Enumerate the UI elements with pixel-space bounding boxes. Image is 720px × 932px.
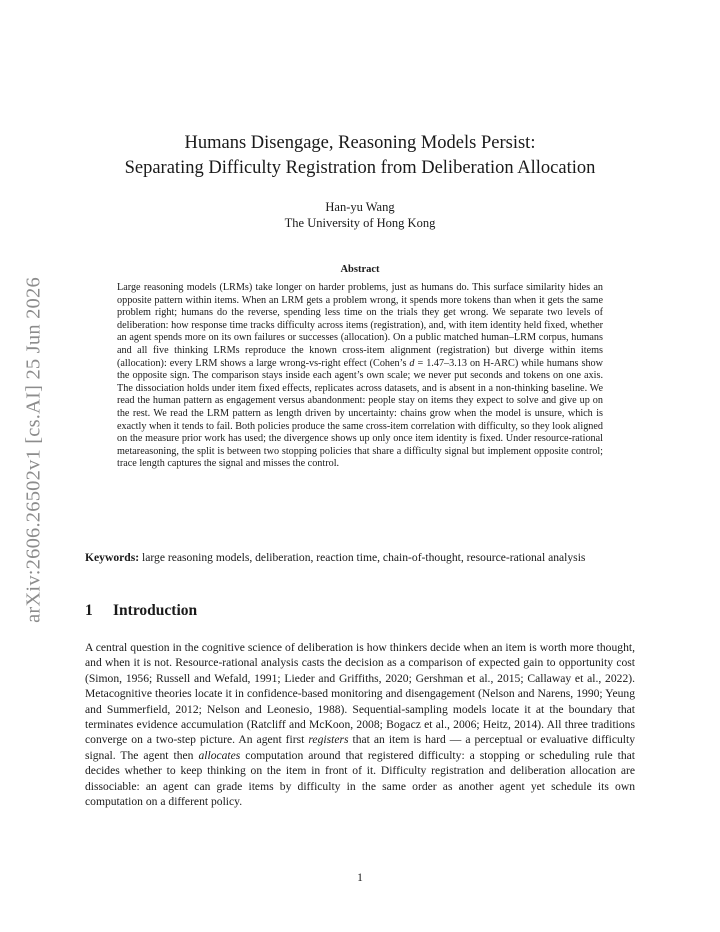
keywords-label: Keywords:	[85, 551, 140, 564]
abstract-body	[117, 282, 603, 471]
section-number: 1	[85, 602, 93, 619]
paper-title-line-2: Separating Difficulty Registration from Deliberation Allocation	[124, 158, 596, 178]
cohens-d-symbol: d	[409, 357, 415, 369]
author-name: Han-yu Wang	[325, 200, 395, 214]
keywords-line	[85, 550, 635, 565]
abstract-heading: Abstract	[340, 264, 380, 275]
arxiv-identifier	[14, 262, 54, 638]
section-heading-introduction	[85, 602, 635, 620]
intro-text-part-3: computation around that registered difficulty: a stopping or scheduling rule that decides whether to keep thinking on the item in front of it. Difficulty registration and deliberation allocation are dissociable: an agent can grade items by difficulty in the same order as another agent yet schedule its own computation on a different policy.	[85, 748, 635, 809]
author-affiliation: The University of Hong Kong	[284, 216, 436, 230]
intro-text-part-1: A central question in the cognitive science of deliberation is how thinkers decide when an item is worth more thought, and when it is not. Resource-rational analysis casts the decision as a comparison of expected gain to opportunity cost (Simon, 1956; Russell and Wefald, 1991; Lieder and Griffiths, 2020; Gershman et al., 2015; Callaway et al., 2022). Metacognitive theories locate it in confidence-based monitoring and disengagement (Nelson and Narens, 1990; Yeung and Summerfield, 2012; Nelson and Leonesio, 1988). Sequential-sampling models locate it at the boundary that terminates evidence accumulation (Ratcliff and McKoon, 2008; Bogacz et al., 2006; Heitz, 2014). All three traditions converge on a two-step picture. An agent first	[85, 641, 635, 747]
introduction-paragraph	[85, 640, 635, 809]
intro-emphasis-allocates: allocates	[198, 748, 241, 762]
author-block	[85, 199, 635, 231]
page-number: 1	[357, 872, 363, 884]
keywords-text: large reasoning models, deliberation, reaction time, chain-of-thought, resource-rational analysis	[139, 551, 586, 564]
paper-title	[85, 131, 635, 181]
intro-emphasis-registers: registers	[308, 733, 349, 747]
intro-text-part-2: that an item is hard — a perceptual or evaluative difficulty signal. The agent then	[85, 733, 635, 762]
section-title: Introduction	[113, 602, 198, 619]
paper-title-line-1: Humans Disengage, Reasoning Models Persist:	[184, 133, 536, 153]
arxiv-identifier-text: arXiv:2606.26502v1 [cs.AI] 25 Jun 2026	[22, 277, 45, 623]
abstract-text-part-2: = 1.47–3.13 on H-ARC) while humans show the opposite sign. The comparison stays inside each agent’s own scale; we never put seconds and tokens on one axis. The dissociation holds under item fixed effects, replicates across datasets, and is absent in a non-thinking baseline. We read the human pattern as engagement versus abandonment: people stay on items they expect to solve and give up on the rest. We read the LRM pattern as length driven by uncertainty: chains grow when the model is unsure, which is exactly when it tends to fail. Both policies produce the same cross-item correlation with difficulty, so they look aligned on the measure prior work has used; the divergence shows up only once item identity is fixed. Under resource-rational metareasoning, the split is between two stopping policies that share a difficulty signal but implement opposite control; trace length captures the signal and misses the control.	[117, 357, 603, 470]
abstract-text-part-1: Large reasoning models (LRMs) take longer on harder problems, just as humans do. This surface similarity hides an opposite pattern within items. When an LRM gets a problem wrong, it spends more tokens than when it gets the same problem right; humans do the reverse, spending less time on the trials they get wrong. We separate two levels of deliberation: how response time tracks difficulty across items (registration), and, with item identity held fixed, whether an agent spends more on its own failures or successes (allocation). On a public matched human–LRM corpus, humans and all five thinking LRMs reproduce the known cross-item alignment (registration) but diverge within items (allocation): every LRM shows a large wrong-vs-right effect (Cohen’s	[117, 282, 603, 369]
